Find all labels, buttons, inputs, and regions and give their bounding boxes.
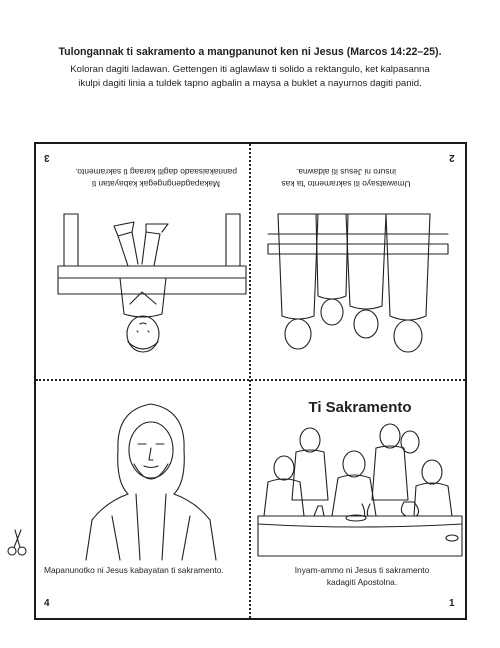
page-1-caption: [262, 564, 462, 588]
fold-line-vertical: [249, 144, 251, 618]
caption-line: insuro ni Jesus iti aldawna.: [295, 167, 397, 177]
caption-line: Inyam-ammo ni Jesus ti sakramento: [294, 565, 430, 575]
page-2-illustration: [268, 200, 448, 365]
page-2-caption: [256, 166, 436, 190]
page-3-illustration: [56, 200, 246, 365]
worksheet-heading: Tulongannak ti sakramento a mangpanunot ken ni Jesus (Marcos 14:22–25).: [58, 46, 442, 58]
fold-line-horizontal: [36, 379, 465, 381]
caption-line: pannakaisaado dagiti karaag ti sakramento.: [74, 167, 238, 177]
caption-line: Umawatsayo iti sakramento 'ta kas: [281, 179, 411, 189]
page-number-2: 2: [449, 152, 455, 163]
instruction-line: ikulpi dagiti linia a tuldek tapno agbalin a maysa a buklet a nayurnos dagiti panid.: [78, 78, 422, 89]
booklet-title: Ti Sakramento: [308, 399, 412, 416]
instructions: [60, 63, 440, 91]
page-number-1: 1: [449, 598, 455, 609]
page-4-illustration: [76, 390, 226, 562]
page-1-illustration: [258, 420, 462, 556]
caption-line: kadagiti Apostolna.: [326, 577, 398, 587]
page-4-caption: [44, 564, 244, 576]
page-number-3: 3: [44, 152, 50, 163]
caption-line: Mapanunotko ni Jesus kabayatan ti sakramento.: [44, 565, 224, 575]
caption-line: Makapagdengngegak kabayatan ti: [91, 179, 221, 189]
instruction-line: Koloran dagiti ladawan. Gettengen iti aglawlaw ti solido a rektangulo, ket kalpasanna: [70, 64, 430, 75]
page-3-caption: [66, 166, 246, 190]
page-number-4: 4: [44, 598, 50, 609]
scissors-icon: [6, 528, 30, 558]
